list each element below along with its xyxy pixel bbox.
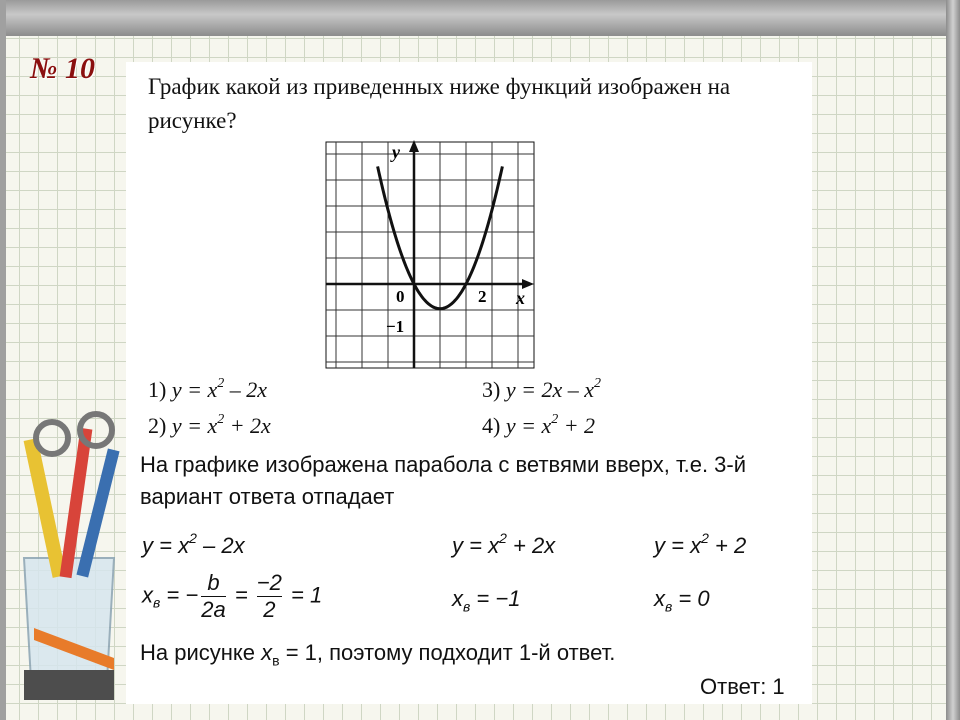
option-rhs: + 2 <box>558 413 596 438</box>
vertex-eq: = −1 <box>470 586 521 611</box>
formula-3 <box>654 530 746 559</box>
question-text: График какой из приведенных ниже функций изображен на рисунке? <box>148 74 731 133</box>
conclusion-post: = 1, поэтому подходит 1-й ответ. <box>279 640 616 665</box>
option-exponent: 2 <box>551 412 559 427</box>
option-3 <box>482 376 601 403</box>
fraction-value <box>257 570 282 623</box>
option-rhs: – 2x <box>224 377 267 402</box>
option-number: 4) <box>482 413 501 438</box>
vertex-subscript: в <box>665 598 673 615</box>
parabola-graph <box>320 138 540 370</box>
vertex-eq: = <box>228 582 254 608</box>
option-1 <box>148 376 267 403</box>
task-number: № 10 <box>30 52 95 85</box>
formula-rhs: + 2 <box>708 533 747 558</box>
fraction-denominator: 2 <box>257 596 282 623</box>
vertex-subscript: в <box>463 598 471 615</box>
conclusion-subscript: в <box>272 652 280 669</box>
vertex-var: x <box>452 586 463 611</box>
vertex-var: x <box>142 582 153 608</box>
origin-label: 0 <box>396 287 405 306</box>
formula-1 <box>142 530 245 559</box>
option-lhs: y = x <box>505 413 552 438</box>
formula-lhs: y = x <box>142 533 190 558</box>
school-supplies-icon <box>14 408 134 708</box>
formula-exponent: 2 <box>189 530 197 546</box>
answer-text: Ответ: 1 <box>700 674 785 699</box>
formula-lhs: y = x <box>654 533 702 558</box>
option-number: 2) <box>148 413 167 438</box>
solution-line-2: вариант ответа отпадает <box>140 484 395 509</box>
option-2 <box>148 412 271 439</box>
formula-lhs: y = x <box>452 533 500 558</box>
fraction-numerator: −2 <box>256 570 282 595</box>
vertex-eq: = 0 <box>672 586 710 611</box>
y-tick-label: −1 <box>386 317 405 336</box>
vertex-eq: = − <box>160 582 199 608</box>
option-exponent: 2 <box>217 376 225 391</box>
option-number: 1) <box>148 377 167 402</box>
vertex-result: = 1 <box>284 582 323 608</box>
vertex-formula-3 <box>654 586 710 614</box>
conclusion <box>140 640 615 668</box>
conclusion-var: x <box>261 640 273 665</box>
formula-exponent: 2 <box>701 530 709 546</box>
option-lhs: y = 2x – x <box>505 377 594 402</box>
window-frame-right <box>946 0 960 720</box>
window-frame-top <box>0 0 960 36</box>
solution-line-1: На графике изображена парабола с ветвями вверх, т.е. 3-й <box>140 452 747 477</box>
fraction-numerator: b <box>207 570 220 595</box>
conclusion-pre: На рисунке <box>140 640 262 665</box>
option-exponent: 2 <box>593 376 601 391</box>
x-tick-label: 2 <box>478 287 487 306</box>
formula-rhs: + 2x <box>506 533 556 558</box>
option-exponent: 2 <box>217 412 225 427</box>
option-number: 3) <box>482 377 501 402</box>
fraction-denominator: 2a <box>201 597 226 622</box>
option-lhs: y = x <box>171 413 218 438</box>
fraction-b-2a <box>201 570 225 623</box>
option-lhs: y = x <box>171 377 218 402</box>
window-frame-left <box>0 0 6 720</box>
vertex-formula-1 <box>142 570 322 623</box>
option-rhs: + 2x <box>224 413 271 438</box>
y-axis-label: y <box>392 142 400 162</box>
vertex-var: x <box>654 586 665 611</box>
x-axis-label: x <box>516 288 525 308</box>
formula-2 <box>452 530 555 559</box>
option-4 <box>482 412 595 439</box>
formula-exponent: 2 <box>499 530 507 546</box>
vertex-formula-2 <box>452 586 520 614</box>
formula-rhs: – 2x <box>196 533 245 558</box>
vertex-subscript: в <box>153 594 161 611</box>
